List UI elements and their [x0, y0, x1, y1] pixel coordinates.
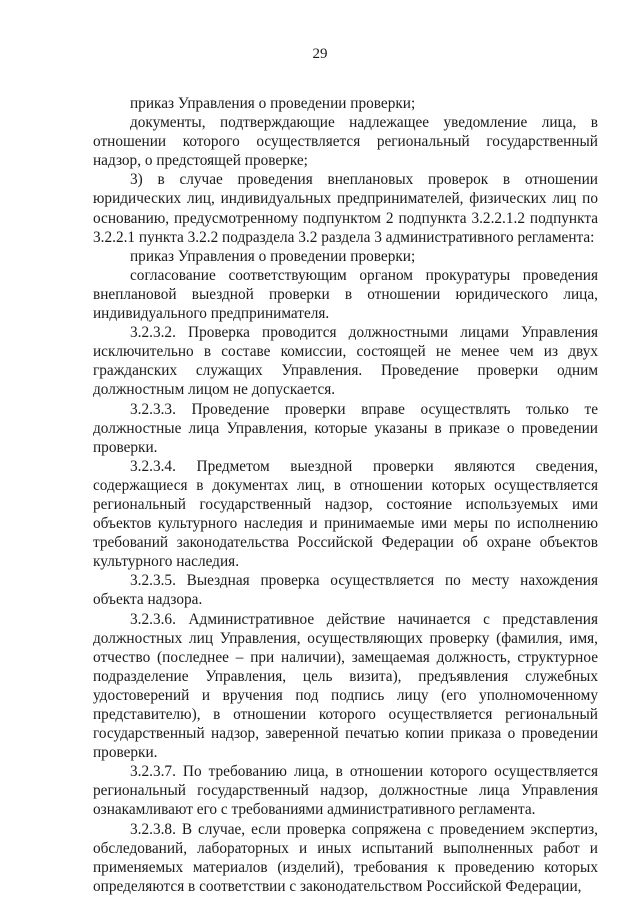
page-number: 29 [312, 46, 328, 62]
paragraph-notification-documents: документы, подтверждающие надлежащее уведомление лица, в отношении которого осуществляется региональный государственный надзор, о предстоящей проверке; [93, 114, 598, 170]
paragraph-3-2-3-5: 3.2.3.5. Выездная проверка осуществляется по месту нахождения объекта надзора. [93, 572, 598, 609]
paragraph-unscheduled-inspections: 3) в случае проведения внеплановых проверок в отношении юридических лиц, индивидуальных предпринимателей, физических лиц по основанию, предусмотренному подпунктом 2 подпункта 3.2.2.1.2 подпункта 3.2.2.1 пункта 3.2.2 подраздела 3.2 раздела 3 административного регламента: [93, 171, 598, 246]
paragraph-order-document-2: приказ Управления о проведении проверки; [130, 247, 416, 265]
paragraph-order-document: приказ Управления о проведении проверки; [130, 95, 416, 112]
document-body [93, 94, 598, 896]
paragraph-3-2-3-2: 3.2.3.2. Проверка проводится должностными лицами Управления исключительно в составе комиссии, состоящей не менее чем из двух гражданских служащих Управления. Проведение проверки одним должностным лицом не допускается. [93, 324, 598, 399]
paragraph-3-2-3-7: 3.2.3.7. По требованию лица, в отношении которого осуществляется региональный государственный надзор, должностные лица Управления ознакамливают его с требованиями административного регламента. [93, 763, 598, 819]
paragraph-3-2-3-8: 3.2.3.8. В случае, если проверка сопряжена с проведением экспертиз, обследований, лабораторных и иных испытаний выполненных работ и применяемых материалов (изделий), требования к проведению которых определяются в соответствии с законодательством Российской Федерации, [93, 820, 598, 895]
paragraph-prosecutor-approval: согласование соответствующим органом прокуратуры проведения внеплановой выездной проверки в отношении юридического лица, индивидуального предпринимателя. [93, 266, 598, 323]
paragraph-3-2-3-6: 3.2.3.6. Административное действие начинается с представления должностных лиц Управления, осуществляющих проверку (фамилия, имя, отчество (последнее – при наличии), замещаемая должность, структурное подразделение Управления, цель визита), предъявления служебных удостоверений и вручения под подпись лицу (его уполномоченному представителю), в отношении которого осуществляется региональный государственный надзор, заверенной печатью копии приказа о проведении проверки. [93, 610, 598, 762]
paragraph-3-2-3-4: 3.2.3.4. Предметом выездной проверки являются сведения, содержащиеся в документах лиц, в отношении которых осуществляется региональный государственный надзор, состояние используемых ими объектов культурного наследия и принимаемые ими меры по исполнению требований законодательства Российской Федерации об охране объектов культурного наследия. [93, 457, 598, 571]
paragraph-3-2-3-3: 3.2.3.3. Проведение проверки вправе осуществлять только те должностные лица Управления, которые указаны в приказе о проведении проверки. [93, 400, 598, 456]
